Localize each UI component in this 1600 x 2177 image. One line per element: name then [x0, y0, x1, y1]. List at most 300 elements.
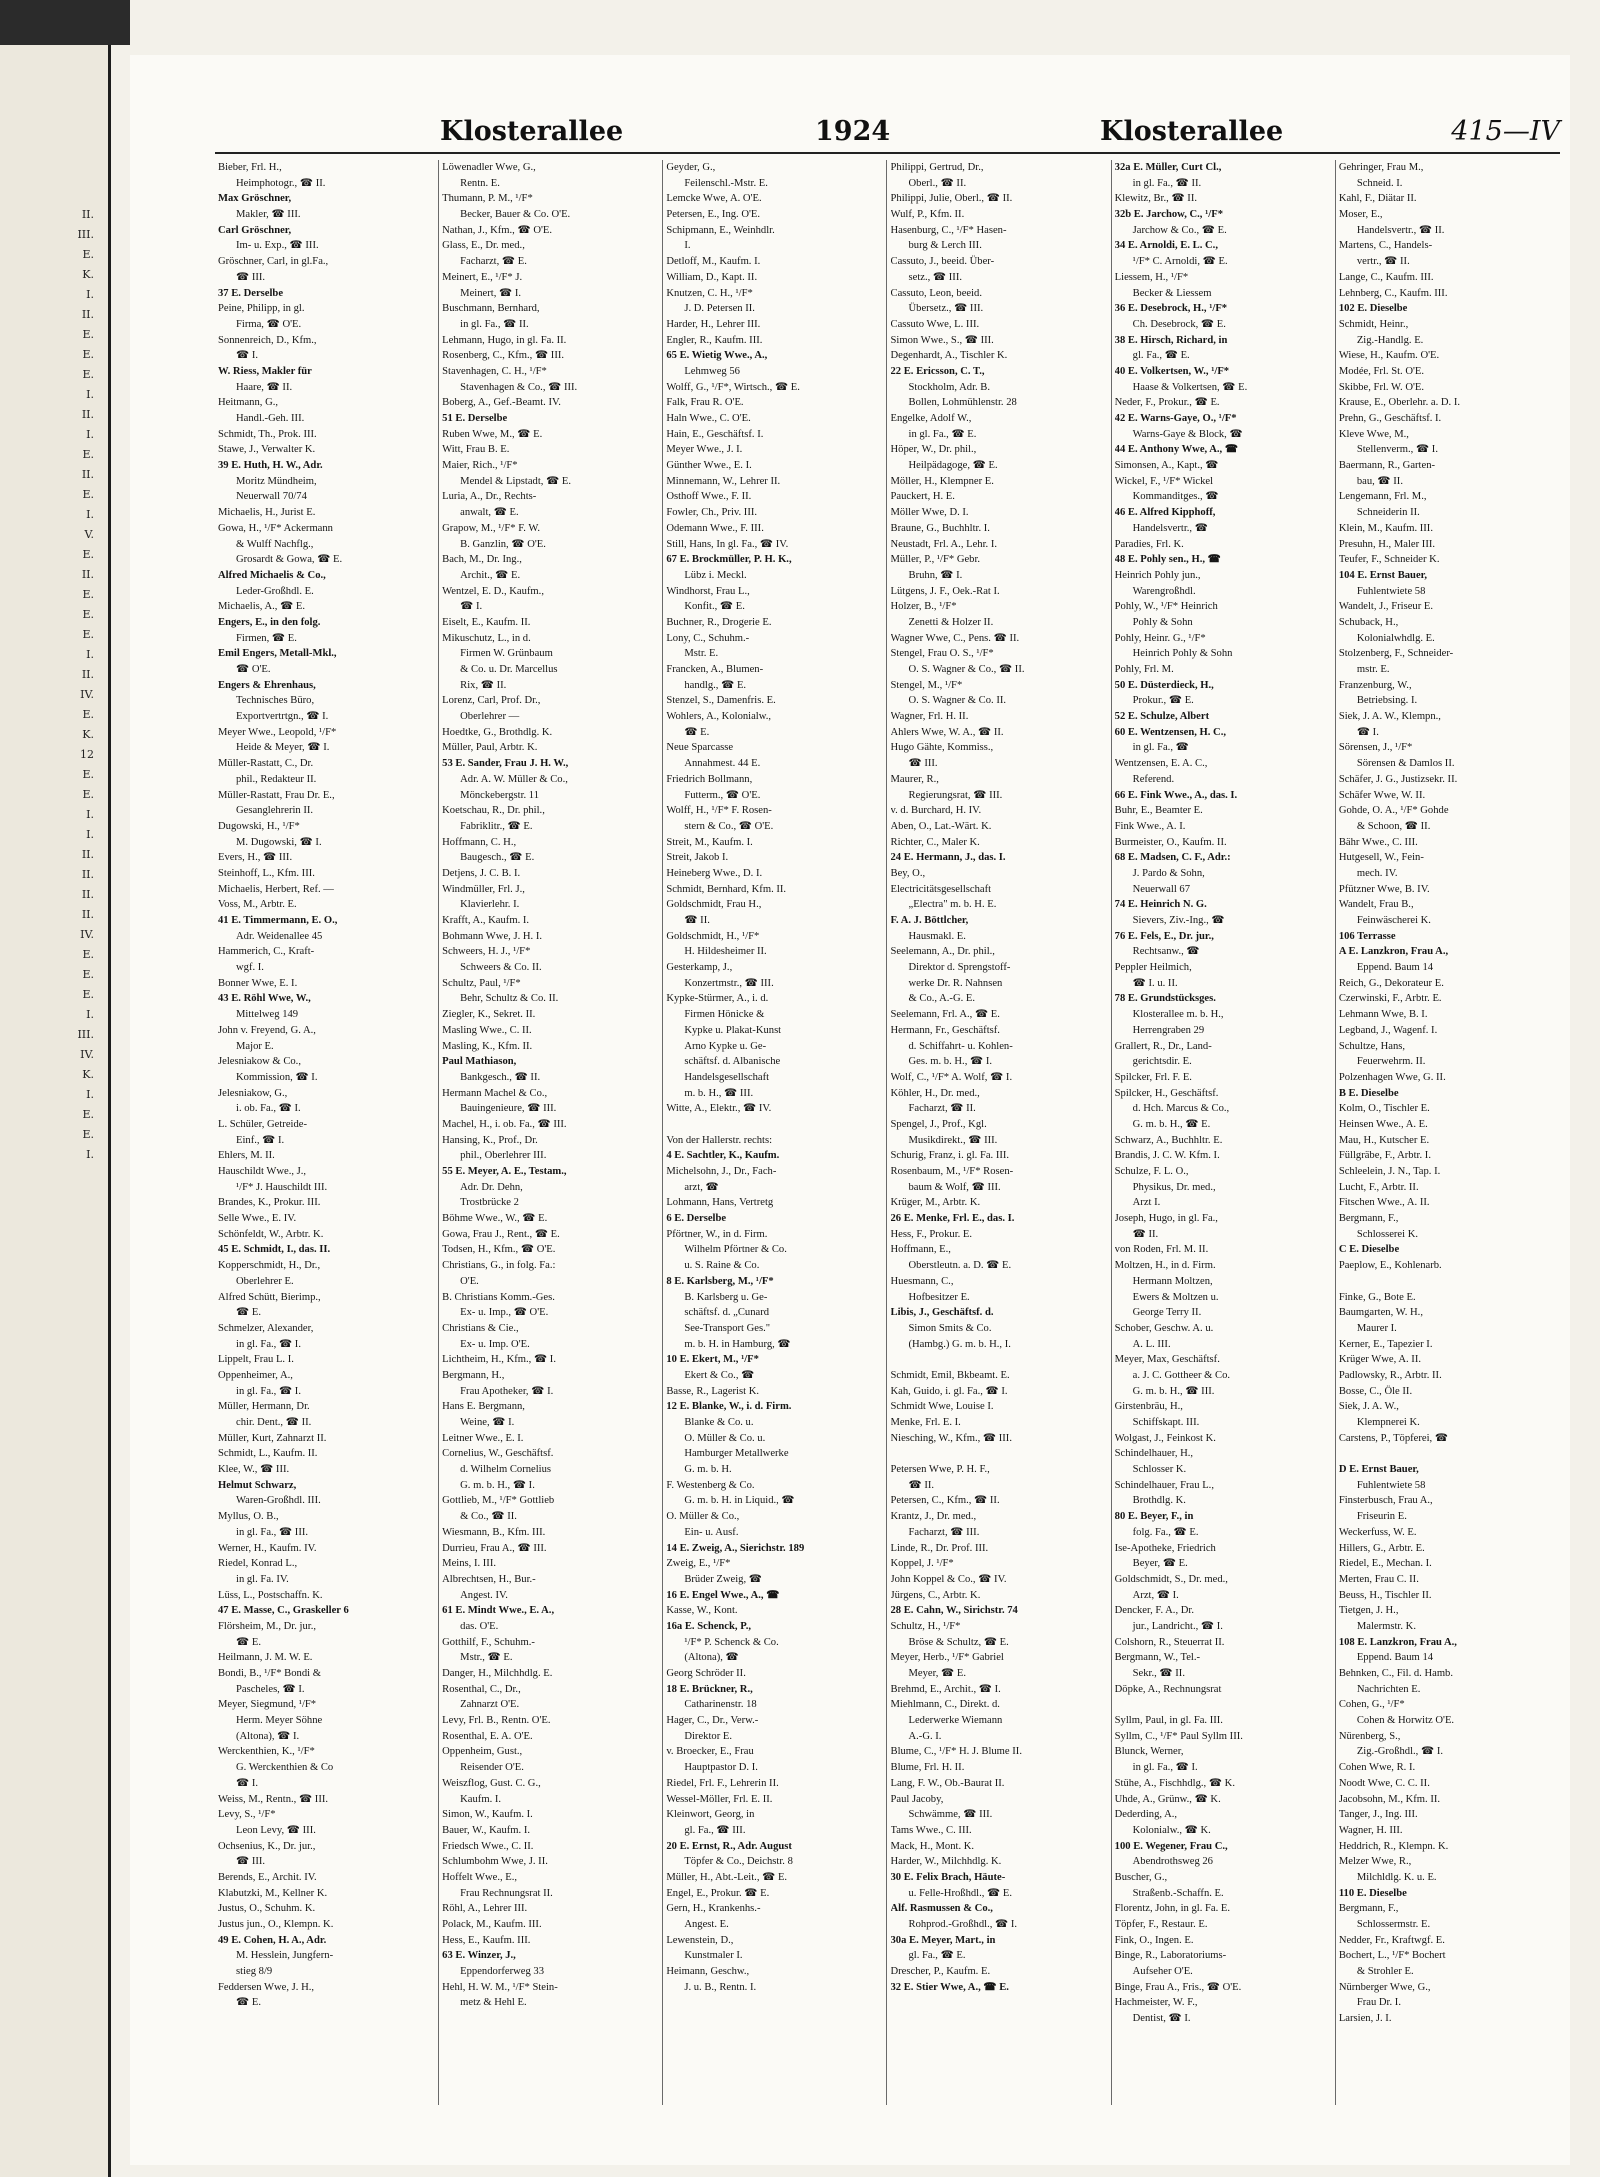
resident-entry: O. Müller & Co. u.	[684, 1432, 766, 1444]
resident-entry: Herrengraben 29	[1132, 1024, 1205, 1036]
resident-entry: Goldschmidt, H., ¹/F*	[666, 930, 760, 942]
margin-mark: E.	[82, 768, 94, 781]
resident-entry: Michaelis, Herbert, Ref. —	[218, 883, 334, 895]
resident-entry: Im- u. Exp., ☎ III.	[236, 240, 319, 252]
resident-entry: phil., Redakteur II.	[236, 773, 317, 785]
margin-mark: I.	[86, 508, 94, 521]
resident-entry: Cohen Wwe, R. I.	[1338, 1762, 1416, 1774]
resident-entry: ☎ E.	[684, 726, 710, 738]
resident-entry: Wagner Wwe, C., Pens. ☎ II.	[890, 632, 1020, 644]
resident-entry: Baugesch., ☎ E.	[460, 852, 535, 864]
house-number-entry: A E. Lanzkron, Frau A.,	[1338, 946, 1449, 958]
resident-entry: Weine, ☎ I.	[460, 1417, 515, 1428]
resident-entry: Frau Apotheker, ☎ I.	[460, 1385, 554, 1397]
house-number-entry: 22 E. Ericsson, C. T.,	[890, 365, 985, 377]
resident-entry: werke Dr. R. Nahnsen	[908, 977, 1003, 989]
margin-mark: 12	[80, 748, 94, 761]
house-number-entry: 47 E. Masse, C., Graskeller 6	[218, 1605, 349, 1617]
resident-entry: Lehmweg 56	[684, 365, 740, 377]
resident-entry: Syllm, C., ¹/F* Paul Syllm III.	[1114, 1730, 1243, 1742]
resident-entry: Buscher, G.,	[1114, 1871, 1168, 1883]
margin-mark: E.	[82, 968, 94, 981]
resident-entry: Bach, M., Dr. Ing.,	[442, 554, 522, 566]
resident-entry: Justus, O., Schuhm. K.	[218, 1903, 316, 1915]
margin-mark: E.	[82, 588, 94, 601]
resident-entry: Selle Wwe., E. IV.	[218, 1213, 297, 1225]
resident-entry: Engel, E., Prokur. ☎ E.	[666, 1887, 770, 1899]
house-number-entry: 104 E. Ernst Bauer,	[1338, 569, 1428, 581]
resident-entry: G. m. b. H., ☎ I.	[460, 1479, 535, 1491]
resident-entry: Prokur., ☎ E.	[1132, 695, 1194, 707]
resident-entry: Schlossermstr. E.	[1356, 1919, 1431, 1930]
resident-entry: (Altona), ☎ I.	[236, 1730, 300, 1742]
resident-entry: Zig.-Handlg. E.	[1356, 334, 1424, 346]
resident-entry: Hain, E., Geschäftsf. I.	[666, 428, 764, 440]
resident-entry: Major E.	[236, 1040, 274, 1052]
resident-entry: Hoffmann, E.,	[890, 1244, 951, 1256]
margin-mark: IV.	[80, 1048, 94, 1061]
resident-entry: Rechtsanw., ☎	[1132, 946, 1200, 958]
resident-entry: Harder, W., Milchhdlg. K.	[890, 1856, 1002, 1868]
resident-entry: Meyer, Herb., ¹/F* Gabriel	[890, 1652, 1004, 1664]
resident-entry: Ein- u. Ausf.	[684, 1526, 739, 1538]
resident-entry: Witt, Frau B. E.	[442, 444, 510, 456]
resident-entry: Francken, A., Blumen-	[666, 664, 764, 675]
margin-mark: E.	[82, 248, 94, 261]
resident-entry: Möller Wwe, D. I.	[890, 507, 969, 519]
resident-entry: Stawe, J., Verwalter K.	[218, 444, 316, 456]
resident-entry: Fowler, Ch., Priv. III.	[666, 507, 758, 519]
resident-entry: Schwämme, ☎ III.	[908, 1809, 993, 1821]
resident-entry: Töpfer, F., Restaur. E.	[1114, 1919, 1208, 1930]
resident-entry: Brothdlg. K.	[1132, 1495, 1186, 1507]
resident-entry: Heide & Meyer, ☎ I.	[236, 742, 330, 754]
margin-mark: IV.	[80, 928, 94, 941]
resident-entry: Frau Rechnungsrat II.	[460, 1887, 553, 1899]
resident-entry: Peine, Philipp, in gl.	[218, 303, 305, 315]
resident-entry: Beyer, ☎ E.	[1132, 1558, 1188, 1570]
resident-entry: Lehmann Wwe, B. I.	[1338, 1009, 1428, 1021]
house-number-entry: 30a E. Meyer, Mart., in	[890, 1934, 996, 1946]
resident-entry: Brandis, J. C. W. Kfm. I.	[1114, 1150, 1220, 1162]
resident-entry: Firmen W. Grünbaum	[460, 648, 553, 660]
resident-entry: Meins, I. III.	[442, 1558, 496, 1570]
resident-entry: O'E.	[460, 1275, 479, 1287]
resident-entry: George Terry II.	[1132, 1307, 1202, 1319]
house-number-entry: 36 E. Desebrock, H., ¹/F*	[1114, 303, 1228, 315]
resident-entry: in gl. Fa., ☎ II.	[1132, 177, 1202, 189]
resident-entry: Feinwäscherei K.	[1356, 915, 1431, 926]
resident-entry: M. Hesslein, Jungfern-	[236, 1950, 334, 1962]
resident-entry: Nürnberger Wwe, G.,	[1338, 1981, 1431, 1993]
resident-entry: Aben, O., Lat.-Wärt. K.	[890, 820, 992, 832]
margin-mark: I.	[86, 428, 94, 441]
resident-entry: Weckerfuss, W. E.	[1338, 1526, 1417, 1538]
resident-entry: Machel, H., i. ob. Fa., ☎ III.	[442, 1118, 567, 1130]
resident-entry: Braune, G., Buchhltr. I.	[890, 522, 990, 534]
resident-entry: Buschmann, Bernhard,	[442, 303, 540, 315]
resident-entry: Paul Mathiason,	[442, 1056, 517, 1068]
resident-entry: L. Schüler, Getreide-	[218, 1118, 307, 1130]
resident-entry: Christians, G., in folg. Fa.:	[442, 1260, 556, 1272]
resident-entry: Stellenverm., ☎ I.	[1356, 444, 1438, 456]
resident-entry: Schmidt, Bernhard, Kfm. II.	[666, 883, 787, 895]
resident-entry: Bosse, C., Öle II.	[1338, 1385, 1413, 1397]
resident-entry: Heineberg Wwe., D. I.	[666, 867, 763, 879]
resident-entry: Schindelhauer, Frau L.,	[1114, 1479, 1214, 1491]
margin-mark: I.	[86, 388, 94, 401]
resident-entry: Harder, H., Lehrer III.	[666, 318, 761, 330]
resident-entry: Wagner, Frl. H. II.	[890, 711, 969, 723]
resident-entry: Hans E. Bergmann,	[442, 1401, 525, 1413]
margin-mark: K.	[82, 268, 94, 281]
house-number-entry: 100 E. Wegener, Frau C.,	[1114, 1840, 1228, 1852]
house-number-entry: 28 E. Cahn, W., Sirichstr. 74	[890, 1605, 1018, 1617]
resident-entry: Hachmeister, W. F.,	[1114, 1997, 1198, 2009]
resident-entry: Gowa, H., ¹/F* Ackermann	[218, 522, 333, 534]
resident-entry: Linde, R., Dr. Prof. III.	[890, 1542, 989, 1554]
resident-entry: Neuerwall 67	[1132, 883, 1191, 895]
resident-entry: setz., ☎ III.	[908, 271, 962, 283]
resident-entry: Finke, G., Bote E.	[1338, 1291, 1416, 1303]
resident-entry: Krüger, M., Arbtr. K.	[890, 1197, 981, 1209]
resident-entry: Arzt I.	[1132, 1197, 1161, 1209]
resident-entry: Michaelis, A., ☎ E.	[218, 601, 306, 613]
resident-entry: Pauckert, H. E.	[890, 491, 955, 503]
house-number-entry: 4 E. Sachtler, K., Kaufm.	[666, 1150, 780, 1162]
margin-mark: III.	[77, 1028, 94, 1041]
house-number-entry: 20 E. Ernst, R., Adr. August	[666, 1840, 792, 1852]
resident-entry: Masling, K., Kfm. II.	[442, 1040, 533, 1052]
resident-entry: Fuhlentwiete 58	[1356, 585, 1426, 597]
resident-entry: Heilmann, J. M. W. E.	[218, 1652, 313, 1664]
resident-entry: chir. Dent., ☎ II.	[236, 1417, 312, 1428]
margin-mark: E.	[82, 988, 94, 1001]
resident-entry: Bankgesch., ☎ II.	[460, 1071, 541, 1083]
house-number-entry: 14 E. Zweig, A., Sierichstr. 189	[666, 1542, 805, 1554]
margin-mark: II.	[81, 408, 94, 421]
resident-entry: Fitschen Wwe., A. II.	[1338, 1197, 1430, 1209]
resident-entry: Skibbe, Frl. W. O'E.	[1338, 381, 1425, 393]
resident-entry: Moritz Mündheim,	[236, 475, 317, 487]
resident-entry: d. Schiffahrt- u. Kohlen-	[908, 1040, 1013, 1052]
resident-entry: Meyer Wwe., Leopold, ¹/F*	[218, 726, 337, 738]
resident-entry: Stengel, M., ¹/F*	[890, 679, 963, 691]
resident-entry: Kahl, F., Diätar II.	[1338, 193, 1417, 205]
resident-entry: Eppendorferweg 33	[460, 1966, 544, 1978]
resident-entry: m. b. H., ☎ III.	[684, 1087, 754, 1099]
resident-entry: ☎ I.	[1356, 726, 1379, 738]
house-number-entry: 52 E. Schulze, Albert	[1114, 711, 1210, 723]
resident-entry: Kleve Wwe, M.,	[1338, 428, 1409, 440]
resident-entry: Spilcker, Frl. F. E.	[1114, 1071, 1192, 1083]
resident-entry: Hoffmann, C. H.,	[442, 836, 517, 848]
resident-entry: Stühe, A., Fischhdlg., ☎ K.	[1114, 1777, 1235, 1789]
resident-entry: & Co., ☎ II.	[460, 1511, 517, 1523]
resident-entry: Zweig, E., ¹/F*	[666, 1558, 731, 1570]
resident-entry: Schlosserei K.	[1356, 1228, 1419, 1240]
house-number-entry: 6 E. Derselbe	[666, 1213, 727, 1225]
resident-entry: Schmidt, Th., Prok. III.	[218, 428, 317, 440]
resident-entry: Girstenbräu, H.,	[1114, 1401, 1183, 1413]
resident-entry: Binge, R., Laboratoriums-	[1114, 1950, 1227, 1962]
resident-entry: Schmidt, Emil, Bkbeamt. E.	[890, 1369, 1010, 1381]
resident-entry: Odemann Wwe., F. III.	[666, 522, 764, 534]
resident-entry: Lucht, F., Arbtr. II.	[1338, 1181, 1419, 1193]
resident-entry: Knutzen, C. H., ¹/F*	[666, 287, 753, 299]
resident-entry: gerichtsdir. E.	[1132, 1056, 1192, 1068]
resident-entry: Stockholm, Adr. B.	[908, 381, 991, 393]
resident-entry: ☎ III.	[908, 758, 938, 770]
resident-entry: Höper, W., Dr. phil.,	[890, 444, 977, 456]
resident-entry: Uhde, A., Grünw., ☎ K.	[1114, 1793, 1221, 1805]
resident-entry: Grapow, M., ¹/F* F. W.	[442, 522, 541, 534]
resident-entry: Makler, ☎ III.	[236, 209, 301, 221]
resident-entry: Ehlers, M. II.	[218, 1150, 275, 1162]
resident-entry: Handelsgesellschaft	[684, 1071, 770, 1083]
resident-entry: Evers, H., ☎ III.	[218, 852, 293, 864]
resident-entry: Klavierlehr. I.	[460, 899, 520, 911]
resident-entry: Heitmann, G.,	[218, 397, 279, 409]
resident-entry: Petersen, C., Kfm., ☎ II.	[890, 1495, 1000, 1507]
header-street-right: Klosterallee	[1100, 116, 1284, 147]
resident-entry: Moltzen, H., in d. Firm.	[1114, 1260, 1216, 1272]
resident-entry: Windhorst, Frau L.,	[666, 585, 750, 597]
resident-entry: B. Christians Komm.-Ges.	[442, 1291, 555, 1303]
resident-entry: Krüger Wwe, A. II.	[1338, 1354, 1422, 1366]
resident-entry: Philippi, Julie, Oberl., ☎ II.	[890, 193, 1013, 205]
resident-entry: Schober, Geschw. A. u.	[1114, 1322, 1214, 1334]
resident-entry: Hillers, G., Arbtr. E.	[1338, 1542, 1425, 1554]
resident-entry: ☎ III.	[236, 1856, 266, 1868]
resident-entry: Reisender O'E.	[460, 1762, 524, 1774]
resident-entry: Frau Dr. I.	[1356, 1997, 1401, 2009]
resident-entry: G. m. b. H., ☎ III.	[1132, 1385, 1215, 1397]
resident-entry: A.-G. I.	[908, 1730, 942, 1742]
resident-entry: Stengel, Frau O. S., ¹/F*	[890, 648, 994, 660]
resident-entry: Padlowsky, R., Arbtr. II.	[1338, 1369, 1442, 1381]
resident-entry: Betriebsing. I.	[1356, 695, 1418, 707]
resident-entry: Meyer, ☎ E.	[908, 1668, 966, 1679]
resident-entry: Nathan, J., Kfm., ☎ O'E.	[442, 224, 552, 236]
resident-entry: J. u. B., Rentn. I.	[684, 1981, 757, 1993]
resident-entry: Sörensen, J., ¹/F*	[1338, 742, 1413, 754]
resident-entry: Waren-Großhdl. III.	[236, 1495, 321, 1507]
resident-entry: Witte, A., Elektr., ☎ IV.	[666, 1103, 772, 1115]
resident-entry: Lewenstein, D.,	[666, 1934, 734, 1946]
resident-entry: Dugowski, H., ¹/F*	[218, 820, 300, 832]
resident-entry: Sievers, Ziv.-Ing., ☎	[1132, 915, 1225, 926]
house-number-entry: 34 E. Arnoldi, E. L. C.,	[1114, 240, 1218, 252]
resident-entry: & Wulff Nachflg.,	[236, 538, 314, 550]
resident-entry: Mau, H., Kutscher E.	[1338, 1134, 1430, 1146]
resident-entry: Wiesmann, B., Kfm. III.	[442, 1526, 546, 1538]
resident-entry: Pförtner, W., in d. Firm.	[666, 1228, 768, 1240]
resident-entry: Von der Hallerstr. rechts:	[666, 1134, 773, 1146]
house-number-entry: 66 E. Fink Wwe., A., das. I.	[1114, 789, 1238, 801]
resident-entry: O. S. Wagner & Co., ☎ II.	[908, 664, 1025, 675]
resident-entry: Handelsvertr., ☎ II.	[1356, 224, 1445, 236]
margin-mark: II.	[81, 568, 94, 581]
resident-entry: Boberg, A., Gef.-Beamt. IV.	[442, 397, 561, 409]
resident-entry: Wandelt, J., Friseur E.	[1338, 601, 1434, 613]
resident-entry: Holzer, B., ¹/F*	[890, 601, 957, 613]
resident-entry: Köhler, H., Dr. med.,	[890, 1087, 980, 1099]
resident-entry: Rosenbaum, M., ¹/F* Rosen-	[890, 1166, 1014, 1177]
resident-entry: Klosterallee m. b. H.,	[1132, 1009, 1224, 1021]
resident-entry: Günther Wwe., E. I.	[666, 460, 752, 472]
resident-entry: Direktor d. Sprengstoff-	[908, 962, 1011, 974]
resident-entry: Fink Wwe., A. I.	[1114, 820, 1186, 832]
resident-entry: Stavenhagen, C. H., ¹/F*	[442, 365, 547, 377]
resident-entry: Minnemann, W., Lehrer II.	[666, 475, 781, 487]
margin-mark: K.	[82, 728, 94, 741]
resident-entry: Sekr., ☎ II.	[1132, 1668, 1185, 1679]
resident-entry: Max Gröschner,	[218, 193, 292, 205]
resident-entry: Finsterbusch, Frau A.,	[1338, 1495, 1433, 1507]
header-rule	[215, 152, 1560, 154]
resident-entry: Ewers & Moltzen u.	[1132, 1291, 1219, 1303]
house-number-entry: 41 E. Timmermann, E. O.,	[218, 915, 338, 926]
resident-entry: Aufseher O'E.	[1132, 1966, 1193, 1978]
resident-entry: Lohmann, Hans, Vertretg	[666, 1197, 774, 1209]
margin-mark: II.	[81, 308, 94, 321]
resident-entry: Libis, J., Geschäftsf. d.	[890, 1307, 994, 1319]
resident-entry: Ch. Desebrock, ☎ E.	[1132, 318, 1226, 330]
house-number-entry: 78 E. Grundstücksges.	[1114, 993, 1216, 1005]
resident-entry: Schlosser K.	[1132, 1464, 1187, 1476]
resident-entry: Leon Levy, ☎ III.	[236, 1824, 316, 1836]
resident-entry: Paul Jacoby,	[890, 1793, 944, 1805]
resident-entry: Myllus, O. B.,	[218, 1511, 279, 1523]
house-number-entry: 32a E. Müller, Curt Cl.,	[1114, 162, 1222, 173]
resident-entry: Klempnerei K.	[1356, 1417, 1420, 1428]
resident-entry: Wulf, P., Kfm. II.	[890, 209, 965, 221]
resident-entry: Facharzt, ☎ III.	[908, 1526, 980, 1538]
resident-entry: gl. Fa., ☎ E.	[908, 1950, 966, 1962]
resident-entry: Hasenburg, C., ¹/F* Hasen-	[890, 224, 1007, 236]
resident-entry: Carl Gröschner,	[218, 224, 292, 236]
header-page-number: 415—IV	[1451, 116, 1560, 147]
resident-entry: Wessel-Möller, Frl. E. II.	[666, 1793, 773, 1805]
resident-entry: Mönckebergstr. 11	[460, 789, 540, 801]
resident-entry: Friseurin E.	[1356, 1511, 1407, 1523]
page-header	[215, 115, 1560, 149]
resident-entry: Ahlers Wwe, W. A., ☎ II.	[890, 726, 1004, 738]
resident-entry: Firma, ☎ O'E.	[236, 318, 302, 330]
resident-entry: Meinert, E., ¹/F* J.	[442, 271, 523, 283]
resident-entry: Zig.-Großhdl., ☎ I.	[1356, 1746, 1443, 1758]
resident-entry: Heinrich Pohly jun.,	[1114, 569, 1201, 581]
resident-entry: Wolff, H., ¹/F* F. Rosen-	[666, 805, 772, 817]
resident-entry: Hansing, K., Prof., Dr.	[442, 1134, 538, 1146]
resident-entry: Meyer, Max, Geschäftsf.	[1114, 1354, 1220, 1366]
margin-mark: E.	[82, 328, 94, 341]
resident-entry: Schwarz, A., Buchhltr. E.	[1114, 1134, 1223, 1146]
resident-entry: Bauingenieure, ☎ III.	[460, 1103, 557, 1115]
resident-entry: Warns-Gaye & Block, ☎	[1132, 428, 1243, 440]
resident-entry: Haln Wwe., C. O'E.	[666, 413, 751, 424]
margin-mark: II.	[81, 848, 94, 861]
resident-entry: Kerner, E., Tapezier I.	[1338, 1338, 1433, 1350]
resident-entry: Müller, Hermann, Dr.	[218, 1401, 310, 1413]
resident-entry: Michelsohn, J., Dr., Fach-	[666, 1166, 777, 1177]
resident-entry: Drescher, P., Kaufm. E.	[890, 1966, 991, 1978]
resident-entry: Wiese, H., Kaufm. O'E.	[1338, 350, 1440, 362]
resident-entry: Krause, E., Oberlehr. a. D. I.	[1338, 397, 1461, 409]
house-number-entry: 10 E. Ekert, M., ¹/F*	[666, 1354, 759, 1366]
resident-entry: Gesanglehrerin II.	[236, 805, 314, 817]
resident-entry	[1339, 1274, 1556, 1290]
resident-entry: Brüder Zweig, ☎	[684, 1573, 762, 1585]
resident-entry: Ziegler, K., Sekret. II.	[442, 1009, 536, 1021]
resident-entry: Fabriklitr., ☎ E.	[460, 820, 533, 832]
resident-entry: Adr. Weidenallee 45	[236, 930, 323, 942]
resident-entry: Lang, F. W., Ob.-Baurat II.	[890, 1777, 1005, 1789]
house-number-entry: 61 E. Mindt Wwe., E. A.,	[442, 1605, 555, 1617]
resident-entry: Lehnberg, C., Kaufm. III.	[1338, 287, 1448, 299]
resident-entry: Bohmann Wwe, J. H. I.	[442, 930, 543, 942]
resident-entry: Stenzel, S., Damenfris. E.	[666, 695, 776, 707]
house-number-entry: 108 E. Lanzkron, Frau A.,	[1338, 1636, 1457, 1648]
resident-entry: Bähr Wwe., C. III.	[1338, 836, 1418, 848]
house-number-entry: 49 E. Cohen, H. A., Adr.	[218, 1934, 327, 1946]
resident-entry: Modée, Frl. St. O'E.	[1338, 365, 1425, 377]
resident-entry: Schmelzer, Alexander,	[218, 1322, 314, 1334]
margin-mark: K.	[82, 1068, 94, 1081]
resident-entry: Czerwinski, F., Arbtr. E.	[1338, 993, 1442, 1005]
resident-entry: Moser, E.,	[1338, 209, 1383, 221]
resident-entry: Peppler Heilmich,	[1114, 962, 1192, 974]
house-number-entry: 12 E. Blanke, W., i. d. Firm.	[666, 1401, 792, 1413]
resident-entry: Pohly, Frl. M.	[1114, 664, 1174, 675]
resident-entry: phil., Oberlehrer III.	[460, 1150, 547, 1162]
resident-entry: Detloff, M., Kaufm. I.	[666, 256, 761, 268]
header-street-left: Klosterallee	[440, 116, 624, 147]
resident-entry: Polzenhagen Wwe, G. II.	[1338, 1071, 1446, 1083]
margin-mark: E.	[82, 608, 94, 621]
resident-entry: Kah, Guido, i. gl. Fa., ☎ I.	[890, 1385, 1008, 1397]
resident-entry: J. D. Petersen II.	[684, 303, 755, 315]
resident-entry: Beuss, H., Tischler II.	[1338, 1589, 1432, 1601]
resident-entry: Schleelein, J. N., Tap. I.	[1338, 1166, 1441, 1177]
resident-entry	[891, 1446, 1107, 1462]
resident-entry: Pohly, W., ¹/F* Heinrich	[1114, 601, 1218, 613]
resident-entry: Rentn. E.	[460, 177, 500, 189]
resident-entry: Bröse & Schultz, ☎ E.	[908, 1636, 1009, 1648]
resident-entry: O. S. Wagner & Co. II.	[908, 695, 1007, 707]
resident-entry: Dentist, ☎ I.	[1132, 2013, 1191, 2025]
margin-mark: II.	[81, 468, 94, 481]
resident-entry: v. Broecker, E., Frau	[666, 1746, 754, 1758]
resident-entry: a. J. C. Gottheer & Co.	[1132, 1369, 1231, 1381]
margin-mark: E.	[82, 788, 94, 801]
resident-entry: Jelesniakow, G.,	[218, 1087, 288, 1099]
house-number-entry: 65 E. Wietig Wwe., A.,	[666, 350, 768, 362]
resident-entry: das. O'E.	[460, 1620, 499, 1632]
resident-entry: ¹/F* J. Hauschildt III.	[236, 1181, 328, 1193]
resident-entry: Feuerwehrm. II.	[1356, 1056, 1426, 1068]
house-number-entry: 40 E. Volkertsen, W., ¹/F*	[1114, 365, 1230, 377]
resident-entry: ¹/F* P. Schenck & Co.	[684, 1636, 779, 1648]
resident-entry: ☎ II.	[1132, 1228, 1159, 1240]
resident-entry: Malermstr. K.	[1356, 1620, 1416, 1632]
resident-entry	[891, 1352, 1107, 1368]
house-number-entry: 32b E. Jarchow, C., ¹/F*	[1114, 209, 1223, 221]
resident-entry: gl. Fa., ☎ III.	[684, 1824, 746, 1836]
resident-entry: F. A. J. Böttlcher,	[890, 915, 969, 926]
resident-entry: Degenhardt, A., Tischler K.	[890, 350, 1008, 362]
